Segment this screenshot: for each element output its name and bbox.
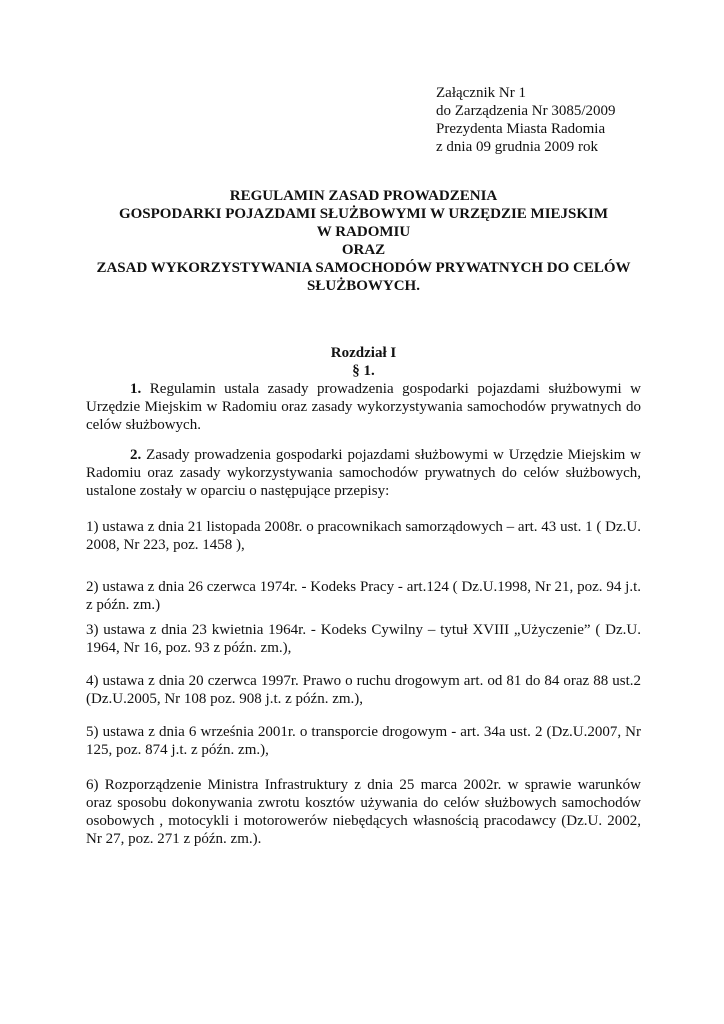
list-item-2: 2) ustawa z dnia 26 czerwca 1974r. - Kodeks Pracy - art.124 ( Dz.U.1998, Nr 21, poz. 94 j.t. z późn. zm.) <box>86 579 641 613</box>
chapter-title: Rozdział I <box>330 345 397 361</box>
paragraph-2-text: Zasady prowadzenia gospodarki pojazdami służbowymi w Urzędzie Miejskim w Radomiu oraz zasady wykorzystywania samochodów prywatnych do celów służbowych, ustalone zostały w oparciu o następujące przepisy: <box>86 447 642 499</box>
list-item-1: 1) ustawa z dnia 21 listopada 2008r. o pracownikach samorządowych – art. 43 ust. 1 ( Dz.U. 2008, Nr 223, poz. 1458 ), <box>86 519 641 553</box>
title-line-4: ORAZ <box>341 242 386 258</box>
list-item-6: 6) Rozporządzenie Ministra Infrastruktury z dnia 25 marca 2002r. w sprawie warunków oraz sposobu dokonywania zwrotu kosztów używania do celów służbowych samochodów osobowych , motocykli i motorowerów niebędących własnością pracodawcy (Dz.U. 2002, Nr 27, poz. 271 z późn. zm.). <box>86 777 641 847</box>
paragraph-1-number: 1. <box>130 381 142 397</box>
title-line-5: ZASAD WYKORZYSTYWANIA SAMOCHODÓW PRYWATNYCH DO CELÓW <box>96 260 631 276</box>
paragraph-2-number: 2. <box>130 447 142 463</box>
annex-issuer: Prezydenta Miasta Radomia <box>436 121 606 137</box>
section-symbol: § 1. <box>352 363 375 379</box>
paragraph-2 <box>86 446 641 500</box>
chapter-heading <box>86 344 641 380</box>
document-title <box>86 187 641 295</box>
title-line-6: SŁUŻBOWYCH. <box>307 278 420 294</box>
list-item-3: 3) ustawa z dnia 23 kwietnia 1964r. - Kodeks Cywilny – tytuł XVIII „Użyczenie” ( Dz.U. 1964, Nr 16, poz. 93 z późn. zm.), <box>86 622 641 656</box>
list-item-5: 5) ustawa z dnia 6 września 2001r. o transporcie drogowym - art. 34a ust. 2 (Dz.U.2007, Nr 125, poz. 874 j.t. z późn. zm.), <box>86 724 641 758</box>
list-item-4: 4) ustawa z dnia 20 czerwca 1997r. Prawo o ruchu drogowym art. od 81 do 84 oraz 88 ust.2 (Dz.U.2005, Nr 108 poz. 908 j.t. z późn. zm.), <box>86 673 641 707</box>
annex-ordinance: do Zarządzenia Nr 3085/2009 <box>436 103 616 119</box>
paragraph-1 <box>86 380 641 434</box>
annex-number: Załącznik Nr 1 <box>436 85 526 101</box>
annex-header <box>436 84 686 156</box>
annex-date: z dnia 09 grudnia 2009 rok <box>436 139 599 155</box>
title-line-3: W RADOMIU <box>316 224 411 240</box>
title-line-1: REGULAMIN ZASAD PROWADZENIA <box>229 188 498 204</box>
paragraph-1-text: Regulamin ustala zasady prowadzenia gospodarki pojazdami służbowymi w Urzędzie Miejskim w Radomiu oraz zasady wykorzystywania samochodów prywatnych do celów służbowych. <box>86 381 642 433</box>
title-line-2: GOSPODARKI POJAZDAMI SŁUŻBOWYMI W URZĘDZIE MIEJSKIM <box>118 206 609 222</box>
